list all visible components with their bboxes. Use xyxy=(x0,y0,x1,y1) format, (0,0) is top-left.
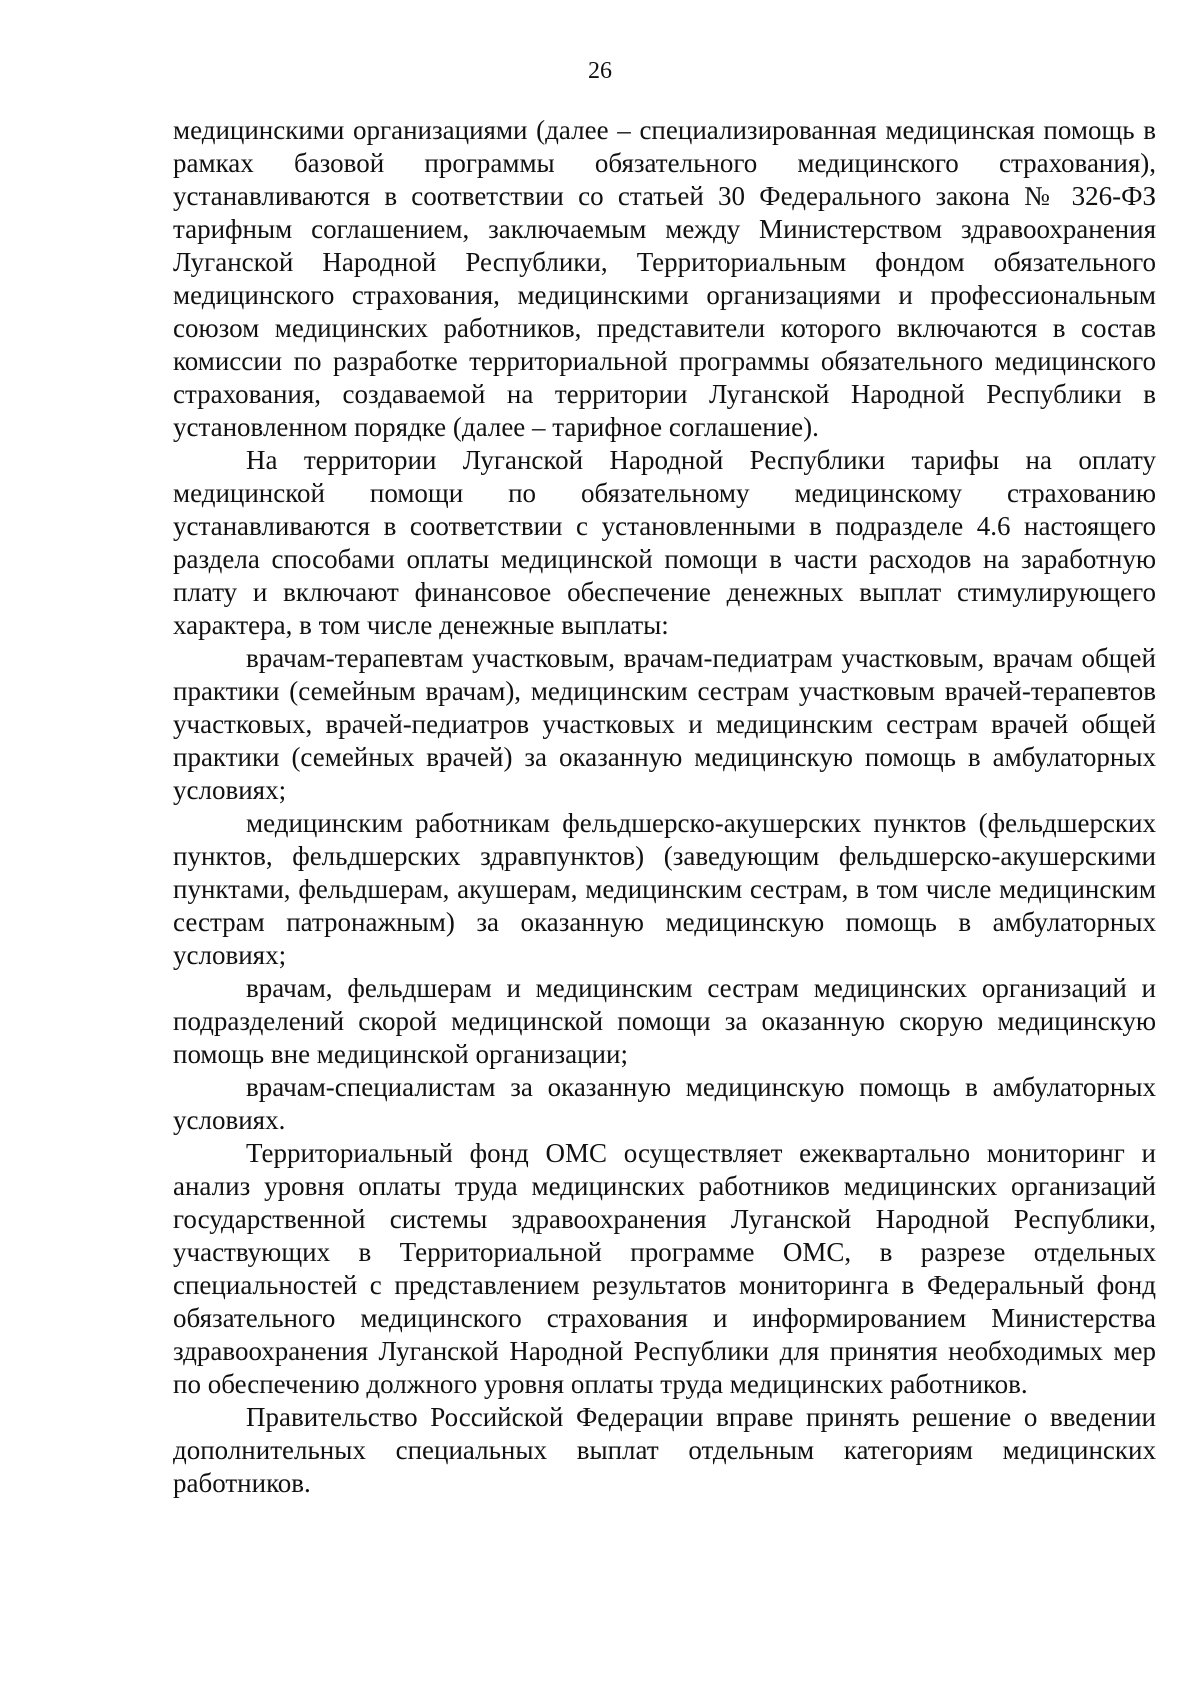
paragraph: медицинскими организациями (далее – специализированная медицинская помощь в рамках базовой программы обязательного медицинского страхования), устанавливаются в соответствии со статьей 30 Федерального закона № 326-ФЗ тарифным соглашением, заключаемым между Министерством здравоохранения Луганской Народной Республики, Территориальным фондом обязательного медицинского страхования, медицинскими организациями и профессиональным союзом медицинских работников, представители которого включаются в состав комиссии по разработке территориальной программы обязательного медицинского страхования, создаваемой на территории Луганской Народной Республики в установленном порядке (далее – тарифное соглашение). xyxy=(173,115,1156,442)
document-body xyxy=(173,114,1156,1500)
paragraph: медицинским работникам фельдшерско-акушерских пунктов (фельдшерских пунктов, фельдшерских здравпунктов) (заведующим фельдшерско-акушерскими пунктами, фельдшерам, акушерам, медицинским сестрам, в том числе медицинским сестрам патронажным) за оказанную медицинскую помощь в амбулаторных условиях; xyxy=(173,808,1156,970)
paragraph: Территориальный фонд ОМС осуществляет ежеквартально мониторинг и анализ уровня оплаты труда медицинских работников медицинских организаций государственной системы здравоохранения Луганской Народной Республики, участвующих в Территориальной программе ОМС, в разрезе отдельных специальностей с представлением результатов мониторинга в Федеральный фонд обязательного медицинского страхования и информированием Министерства здравоохранения Луганской Народной Республики для принятия необходимых мер по обеспечению должного уровня оплаты труда медицинских работников. xyxy=(173,1138,1156,1399)
paragraph: врачам-специалистам за оказанную медицинскую помощь в амбулаторных условиях. xyxy=(173,1072,1156,1135)
paragraph: Правительство Российской Федерации вправе принять решение о введении дополнительных специальных выплат отдельным категориям медицинских работников. xyxy=(173,1402,1156,1498)
paragraph: врачам, фельдшерам и медицинским сестрам медицинских организаций и подразделений скорой медицинской помощи за оказанную скорую медицинскую помощь вне медицинской организации; xyxy=(173,973,1156,1069)
page-number: 26 xyxy=(588,58,612,84)
paragraph: врачам-терапевтам участковым, врачам-педиатрам участковым, врачам общей практики (семейным врачам), медицинским сестрам участковым врачей-терапевтов участковых, врачей-педиатров участковых и медицинским сестрам врачей общей практики (семейных врачей) за оказанную медицинскую помощь в амбулаторных условиях; xyxy=(173,643,1156,805)
paragraph: На территории Луганской Народной Республики тарифы на оплату медицинской помощи по обязательному медицинскому страхованию устанавливаются в соответствии с установленными в подразделе 4.6 настоящего раздела способами оплаты медицинской помощи в части расходов на заработную плату и включают финансовое обеспечение денежных выплат стимулирующего характера, в том числе денежные выплаты: xyxy=(173,445,1156,640)
